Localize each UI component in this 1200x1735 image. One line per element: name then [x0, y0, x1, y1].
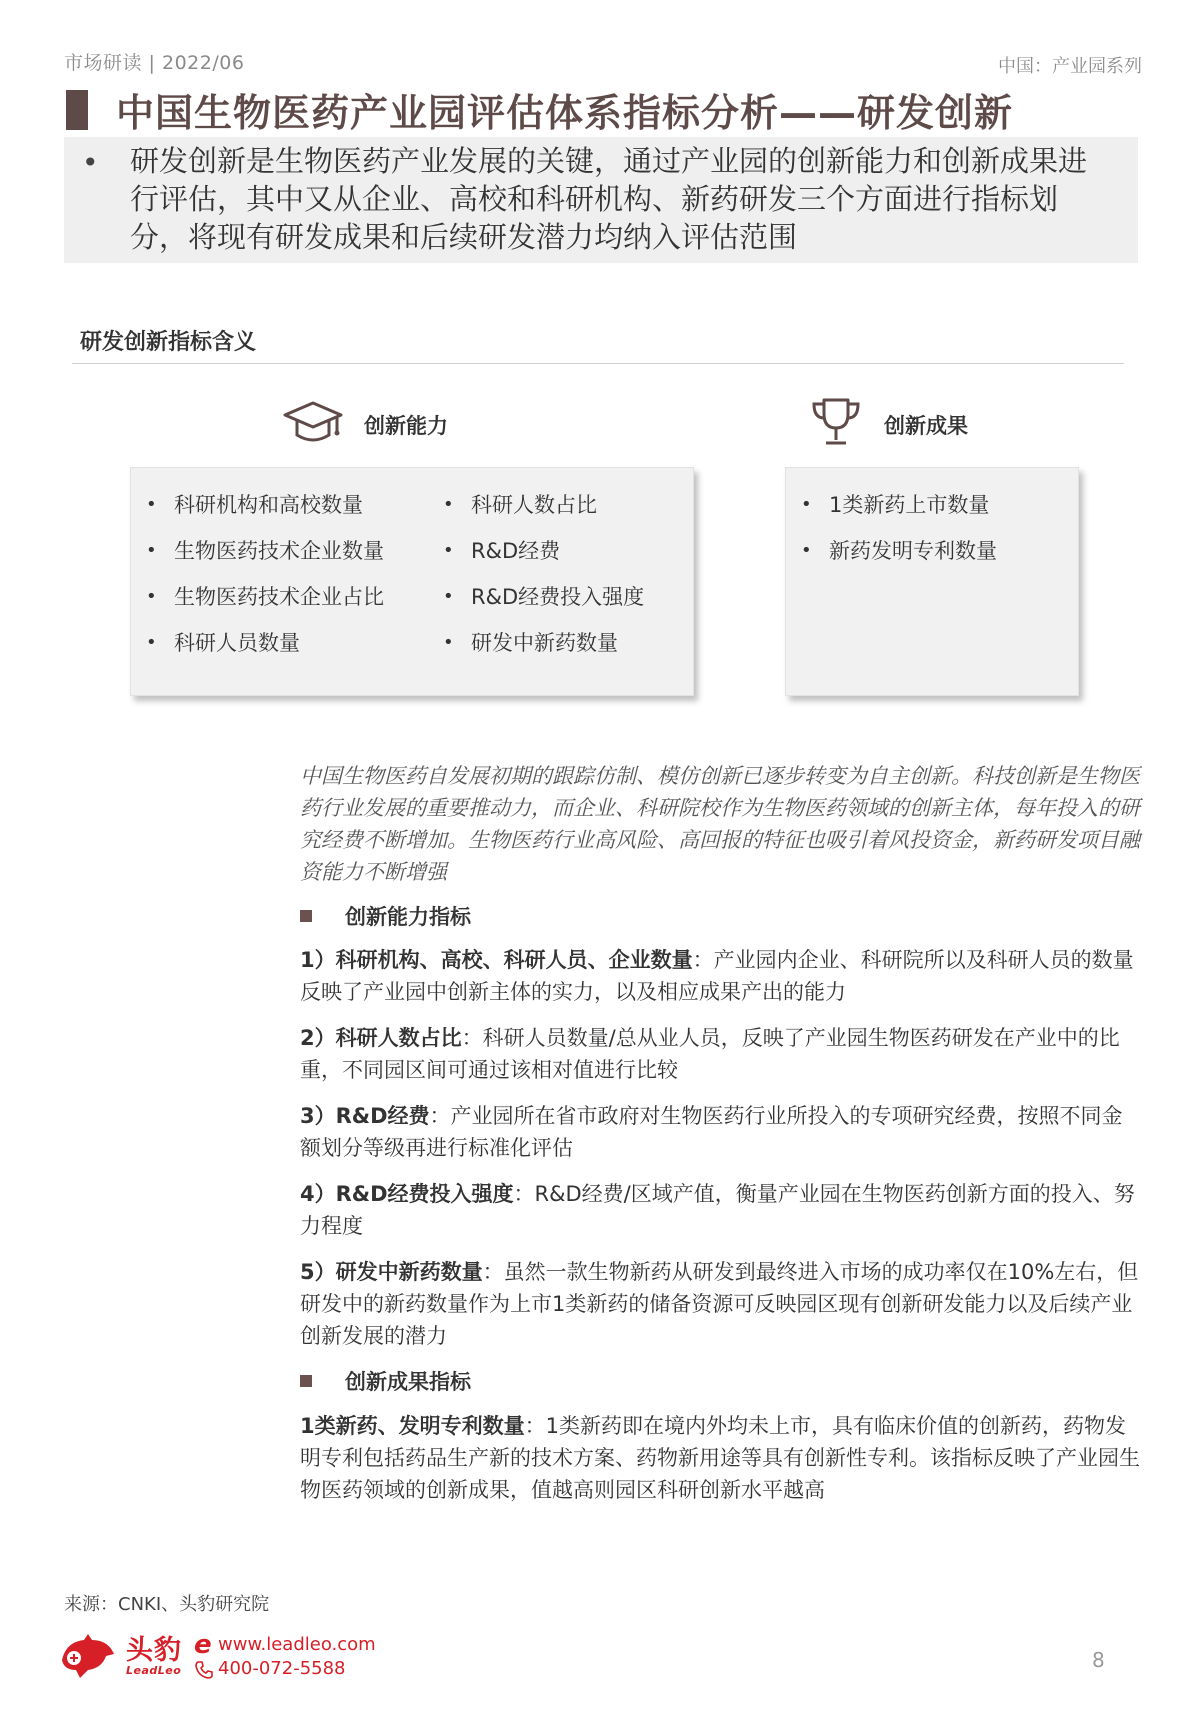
subsection-marker	[300, 1375, 312, 1387]
summary-text: 研发创新是生物医药产业发展的关键，通过产业园的创新能力和创新成果进行评估，其中又从企业、高校和科研机构、新药研发三个方面进行指标划分，将现有研发成果和后续研发潜力均纳入评估范围	[130, 144, 1088, 254]
capability-card	[130, 467, 694, 696]
results-list	[801, 482, 997, 574]
capability-list-col2	[443, 482, 644, 666]
section-divider	[72, 363, 1124, 364]
phone-icon	[194, 1660, 214, 1680]
page-number: 8	[1092, 1648, 1105, 1672]
list-item: • 科研人员数量	[146, 620, 384, 666]
indicator-paragraph	[300, 1100, 1140, 1164]
indicator-desc: ：科研人员数量/总从业人员，反映了产业园生物医药研发在产业中的比重，不同园区间可通过该相对值进行比较	[300, 1026, 1120, 1082]
subsection-marker	[300, 910, 312, 922]
phone-number: 400-072-5588	[218, 1658, 346, 1679]
indicator-desc: ：虽然一款生物新药从研发到最终进入市场的成功率仅在10%左右，但研发中的新药数量作为上市1类新药的储备资源可反映园区现有创新研发能力以及后续产业创新发展的潜力	[300, 1260, 1139, 1348]
capability-list-col1	[146, 482, 384, 666]
indicator-desc: ：产业园内企业、科研院所以及科研人员的数量反映了产业园中创新主体的实力，以及相应成果产出的能力	[300, 948, 1134, 1004]
indicator-paragraph	[300, 1256, 1140, 1352]
capability-label: 创新能力	[364, 414, 448, 438]
indicator-desc: ：产业园所在省市政府对生物医药行业所投入的专项研究经费，按照不同金额划分等级再进行标准化评估	[300, 1104, 1123, 1160]
list-item: • 生物医药技术企业占比	[146, 574, 384, 620]
section-heading: 研发创新指标含义	[80, 330, 257, 355]
trophy-icon	[808, 394, 864, 450]
indicator-term: 4）R&D经费投入强度	[300, 1182, 514, 1206]
result-indicators-heading: 创新成果指标	[345, 1370, 471, 1394]
web-e-icon: e	[194, 1630, 212, 1660]
report-category: 中国：产业园系列	[998, 56, 1142, 77]
list-item: • 科研机构和高校数量	[146, 482, 384, 528]
indicator-paragraph	[300, 1178, 1140, 1242]
results-label: 创新成果	[884, 414, 968, 438]
indicator-paragraph	[300, 1410, 1140, 1506]
list-item: • 生物医药技术企业数量	[146, 528, 384, 574]
results-card	[785, 467, 1079, 696]
indicator-term: 1类新药、发明专利数量	[300, 1414, 525, 1438]
summary-bullet: •	[82, 146, 99, 179]
list-item: • 新药发明专利数量	[801, 528, 997, 574]
indicator-term: 5）研发中新药数量	[300, 1260, 483, 1284]
intro-paragraph: 中国生物医药自发展初期的跟踪仿制、模仿创新已逐步转变为自主创新。科技创新是生物医药行业发展的重要推动力，而企业、科研院校作为生物医药领域的创新主体，每年投入的研究经费不断增加。生物医药行业高风险、高回报的特征也吸引着风投资金，新药研发项目融资能力不断增强	[300, 764, 1140, 884]
leopard-logo-icon	[58, 1630, 116, 1680]
source-note: 来源：CNKI、头豹研究院	[64, 1594, 270, 1615]
indicator-term: 2）科研人数占比	[300, 1026, 462, 1050]
graduation-cap-icon	[283, 399, 343, 447]
list-item: • R&D经费投入强度	[443, 574, 644, 620]
indicator-term: 1）科研机构、高校、科研人员、企业数量	[300, 948, 693, 972]
brand-name-en: LeadLeo	[126, 1664, 182, 1677]
list-item: • 1类新药上市数量	[801, 482, 997, 528]
title-accent-bar	[66, 90, 88, 130]
page-title: 中国生物医药产业园评估体系指标分析——研发创新	[116, 91, 1014, 135]
indicator-paragraph	[300, 1022, 1140, 1086]
indicator-desc: ：R&D经费/区域产值，衡量产业园在生物医药创新方面的投入、努力程度	[300, 1182, 1135, 1238]
report-series-date: 市场研读 | 2022/06	[64, 52, 245, 74]
indicator-paragraph	[300, 944, 1140, 1008]
list-item: • 科研人数占比	[443, 482, 644, 528]
brand-name: 头豹	[126, 1635, 182, 1666]
indicator-term: 3）R&D经费	[300, 1104, 430, 1128]
website-link[interactable]: www.leadleo.com	[218, 1634, 376, 1655]
list-item: • 研发中新药数量	[443, 620, 644, 666]
indicator-desc: ：1类新药即在境内外均未上市，具有临床价值的创新药，药物发明专利包括药品生产新的技术方案、药物新用途等具有创新性专利。该指标反映了产业园生物医药领域的创新成果，值越高则园区科研创新水平越高	[300, 1414, 1140, 1502]
capability-indicators-heading: 创新能力指标	[345, 905, 471, 929]
list-item: • R&D经费	[443, 528, 644, 574]
